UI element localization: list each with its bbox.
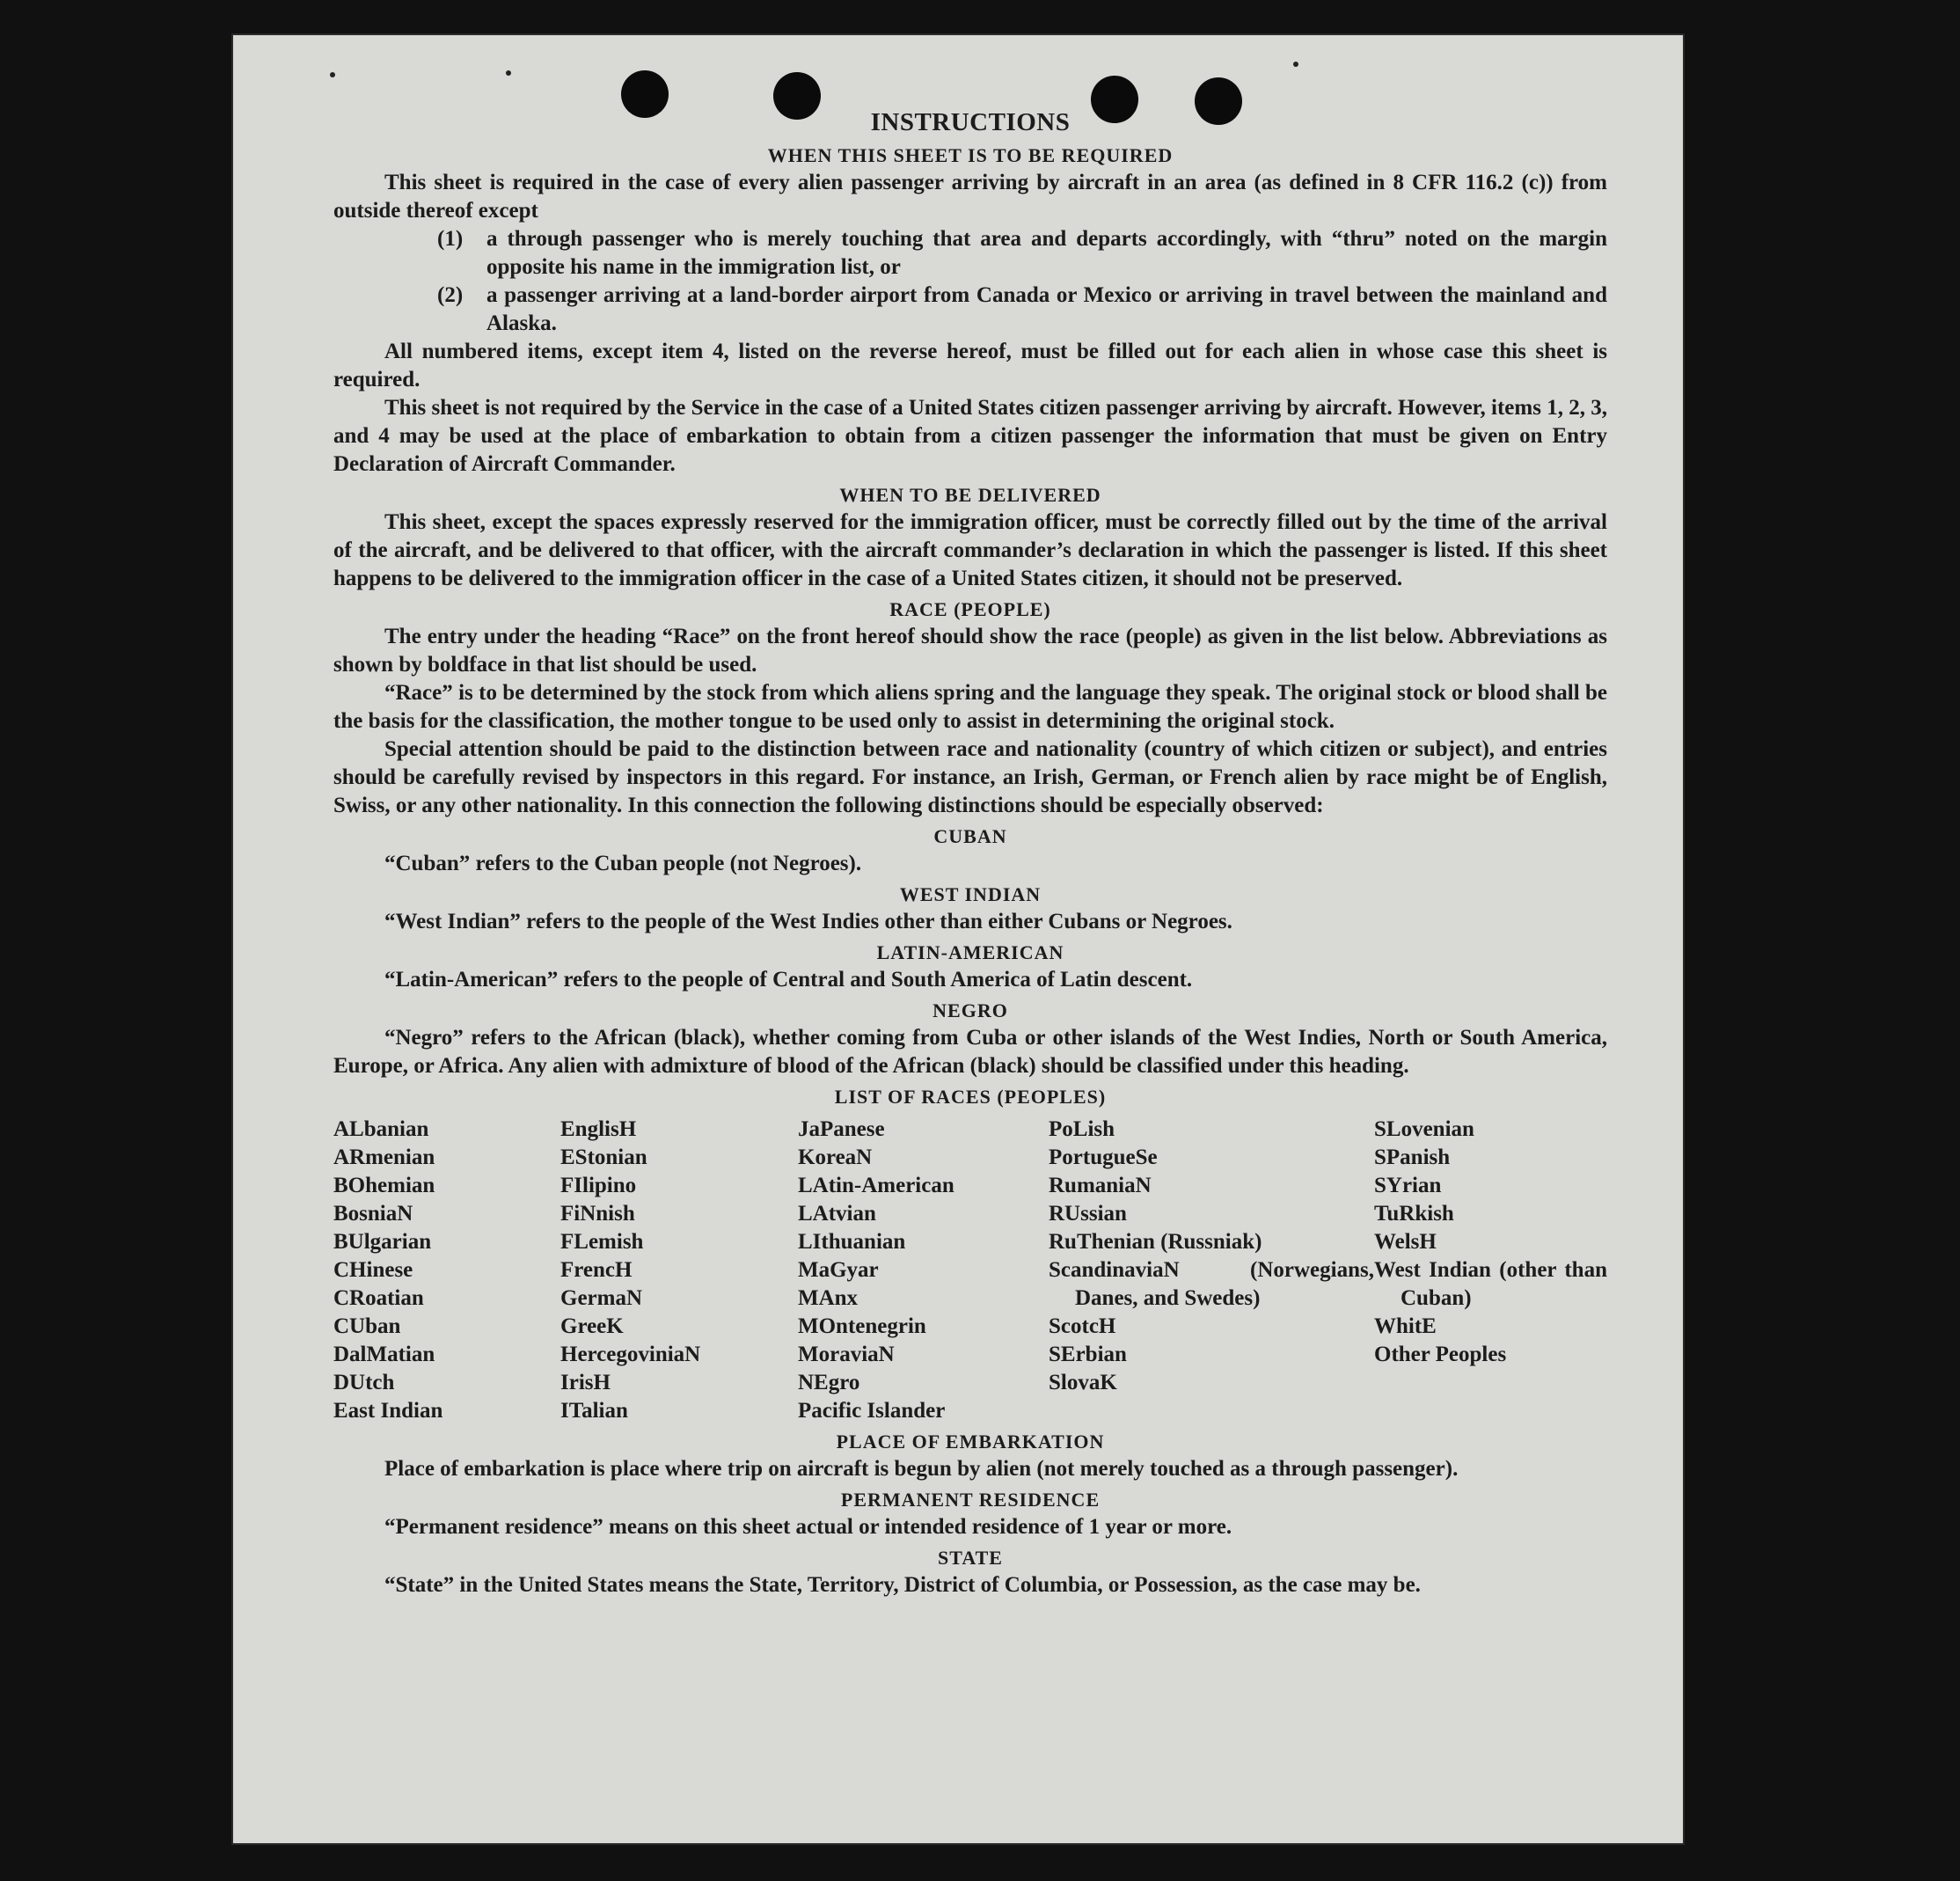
race-entry: FrencH [560, 1258, 633, 1282]
race-entry: PortugueSe [1049, 1145, 1158, 1169]
latin-american-text: “Latin-American” refers to the people of Central and South America of Latin descent. [384, 968, 1193, 992]
race-entry: RuThenian (Russniak) [1049, 1230, 1262, 1254]
document-page [233, 35, 1683, 1843]
residence-text: “Permanent residence” means on this sheet actual or intended residence of 1 year or more. [384, 1515, 1232, 1539]
race-column [560, 1116, 798, 1425]
cuban-text: “Cuban” refers to the Cuban people (not Negroes). [384, 852, 862, 875]
race-entry: CUban [333, 1314, 401, 1338]
race-column [333, 1116, 560, 1425]
race-entry: ScandinaviaN (Norwegians, Danes, and Swedes) [1049, 1258, 1374, 1310]
race-entry: TuRkish [1374, 1202, 1454, 1226]
when-required-intro: This sheet is required in the case of every alien passenger arriving by aircraft in an area (as defined in 8 CFR 116.2 (c)) from outside thereof except [333, 171, 1607, 223]
race-entry: GreeK [560, 1314, 624, 1338]
heading-state: STATE [938, 1547, 1003, 1569]
exception-text: a passenger arriving at a land-border airport from Canada or Mexico or arriving in travel between the mainland and Alaska. [486, 283, 1607, 335]
race-entry: MAnx [798, 1286, 859, 1310]
race-entry: DalMatian [333, 1343, 435, 1366]
heading-race: RACE (PEOPLE) [889, 598, 1051, 620]
race-entry: EStonian [560, 1145, 647, 1169]
race-entry: CHinese [333, 1258, 413, 1282]
exception-item [437, 225, 1607, 282]
race-paragraph-2: “Race” is to be determined by the stock from which aliens spring and the language they speak. The original stock or blood shall be the basis for the classification, the mother tongue to be used only to assist in determining the original stock. [333, 681, 1607, 733]
page-title: INSTRUCTIONS [870, 108, 1071, 136]
heading-cuban: CUBAN [933, 825, 1007, 847]
race-entry: ARmenian [333, 1145, 435, 1169]
race-entry: FiNnish [560, 1202, 635, 1226]
race-entry: NEgro [798, 1371, 860, 1394]
embarkation-text: Place of embarkation is place where trip on aircraft is begun by alien (not merely touched as a through passenger). [384, 1457, 1459, 1481]
race-entry: SErbian [1049, 1343, 1127, 1366]
when-delivered-text: This sheet, except the spaces expressly reserved for the immigration officer, must be correctly filled out by the time of the arrival of the aircraft, and be delivered to that officer, with the aircraft commander’s declaration in which the passenger is listed. If this sheet happens to be delivered to the immigration officer in the case of a United States citizen, it should not be preserved. [333, 510, 1607, 590]
state-text: “State” in the United States means the State, Territory, District of Columbia, or Possession, as the case may be. [384, 1573, 1421, 1597]
race-entry: Pacific Islander [798, 1399, 946, 1423]
race-entry: SLovenian [1374, 1117, 1474, 1141]
race-entry: ALbanian [333, 1117, 429, 1141]
race-entry: MaGyar [798, 1258, 879, 1282]
heading-negro: NEGRO [932, 999, 1008, 1021]
numbered-items-paragraph: All numbered items, except item 4, listed on the reverse hereof, must be filled out for each alien in whose case this sheet is required. [333, 340, 1607, 392]
race-entry: WhitE [1374, 1314, 1437, 1338]
race-paragraph-3: Special attention should be paid to the distinction between race and nationality (country of which citizen or subject), and entries should be carefully revised by inspectors in this regard. For instance, an Irish, German, or French alien by race might be of English, Swiss, or any other nationality. In this connection the following distinctions should be especially observed: [333, 737, 1607, 817]
speck [506, 70, 511, 76]
race-entry: ScotcH [1049, 1314, 1116, 1338]
race-entry: ITalian [560, 1399, 628, 1423]
race-entry: RUssian [1049, 1202, 1127, 1226]
race-entry: LIthuanian [798, 1230, 906, 1254]
race-entry: EnglisH [560, 1117, 637, 1141]
race-entry: CRoatian [333, 1286, 424, 1310]
race-column [1049, 1116, 1374, 1425]
race-entry: WelsH [1374, 1230, 1437, 1254]
race-entry: SPanish [1374, 1145, 1451, 1169]
citizen-paragraph: This sheet is not required by the Service in the case of a United States citizen passenger arriving by aircraft. However, items 1, 2, 3, and 4 may be used at the place of embarkation to obtain from a citizen passenger the information that must be given on Entry Declaration of Aircraft Commander. [333, 396, 1607, 476]
race-list [333, 1116, 1607, 1425]
race-entry: PoLish [1049, 1117, 1115, 1141]
race-entry: JaPanese [798, 1117, 885, 1141]
instructions-text [333, 106, 1607, 1599]
race-entry: RumaniaN [1049, 1174, 1152, 1197]
race-paragraph-1: The entry under the heading “Race” on the front hereof should show the race (people) as given in the list below. Abbreviations as shown by boldface in that list should be used. [333, 625, 1607, 677]
heading-latin-american: LATIN-AMERICAN [876, 941, 1064, 963]
speck [1293, 62, 1298, 67]
heading-west-indian: WEST INDIAN [899, 883, 1042, 905]
race-entry: SYrian [1374, 1174, 1442, 1197]
race-entry: HercegoviniaN [560, 1343, 701, 1366]
west-indian-text: “West Indian” refers to the people of the West Indies other than either Cubans or Negroes. [384, 910, 1232, 933]
race-entry: LAtvian [798, 1202, 876, 1226]
race-entry: KoreaN [798, 1145, 873, 1169]
heading-permanent-residence: PERMANENT RESIDENCE [840, 1489, 1101, 1511]
race-entry: MOntenegrin [798, 1314, 926, 1338]
race-entry: Other Peoples [1374, 1343, 1507, 1366]
race-entry: FIlipino [560, 1174, 637, 1197]
race-entry: LAtin-American [798, 1174, 954, 1197]
race-column [1374, 1116, 1607, 1425]
speck [330, 72, 335, 77]
race-entry: BUlgarian [333, 1230, 432, 1254]
race-entry: MoraviaN [798, 1343, 895, 1366]
heading-when-delivered: WHEN TO BE DELIVERED [839, 484, 1101, 506]
race-entry: IrisH [560, 1371, 611, 1394]
exception-item [437, 282, 1607, 338]
race-entry: DUtch [333, 1371, 395, 1394]
exception-number: (1) [437, 227, 464, 251]
exception-number: (2) [437, 283, 464, 307]
race-entry: West Indian (other than Cuban) [1374, 1258, 1607, 1310]
heading-when-required: WHEN THIS SHEET IS TO BE REQUIRED [767, 144, 1174, 166]
negro-text: “Negro” refers to the African (black), whether coming from Cuba or other islands of the West Indies, North or South America, Europe, or Africa. Any alien with admixture of blood of the African (black) should be classified under this heading. [333, 1026, 1607, 1078]
race-entry: SlovaK [1049, 1371, 1117, 1394]
race-entry: BOhemian [333, 1174, 435, 1197]
race-entry: East Indian [333, 1399, 443, 1423]
race-column [798, 1116, 1049, 1425]
race-entry: GermaN [560, 1286, 643, 1310]
race-entry: FLemish [560, 1230, 644, 1254]
race-entry: BosniaN [333, 1202, 413, 1226]
exception-text: a through passenger who is merely touching that area and departs accordingly, with “thru” noted on the margin opposite his name in the immigration list, or [486, 227, 1607, 279]
heading-list-of-races: LIST OF RACES (PEOPLES) [834, 1086, 1107, 1108]
heading-place-of-embarkation: PLACE OF EMBARKATION [836, 1431, 1105, 1453]
